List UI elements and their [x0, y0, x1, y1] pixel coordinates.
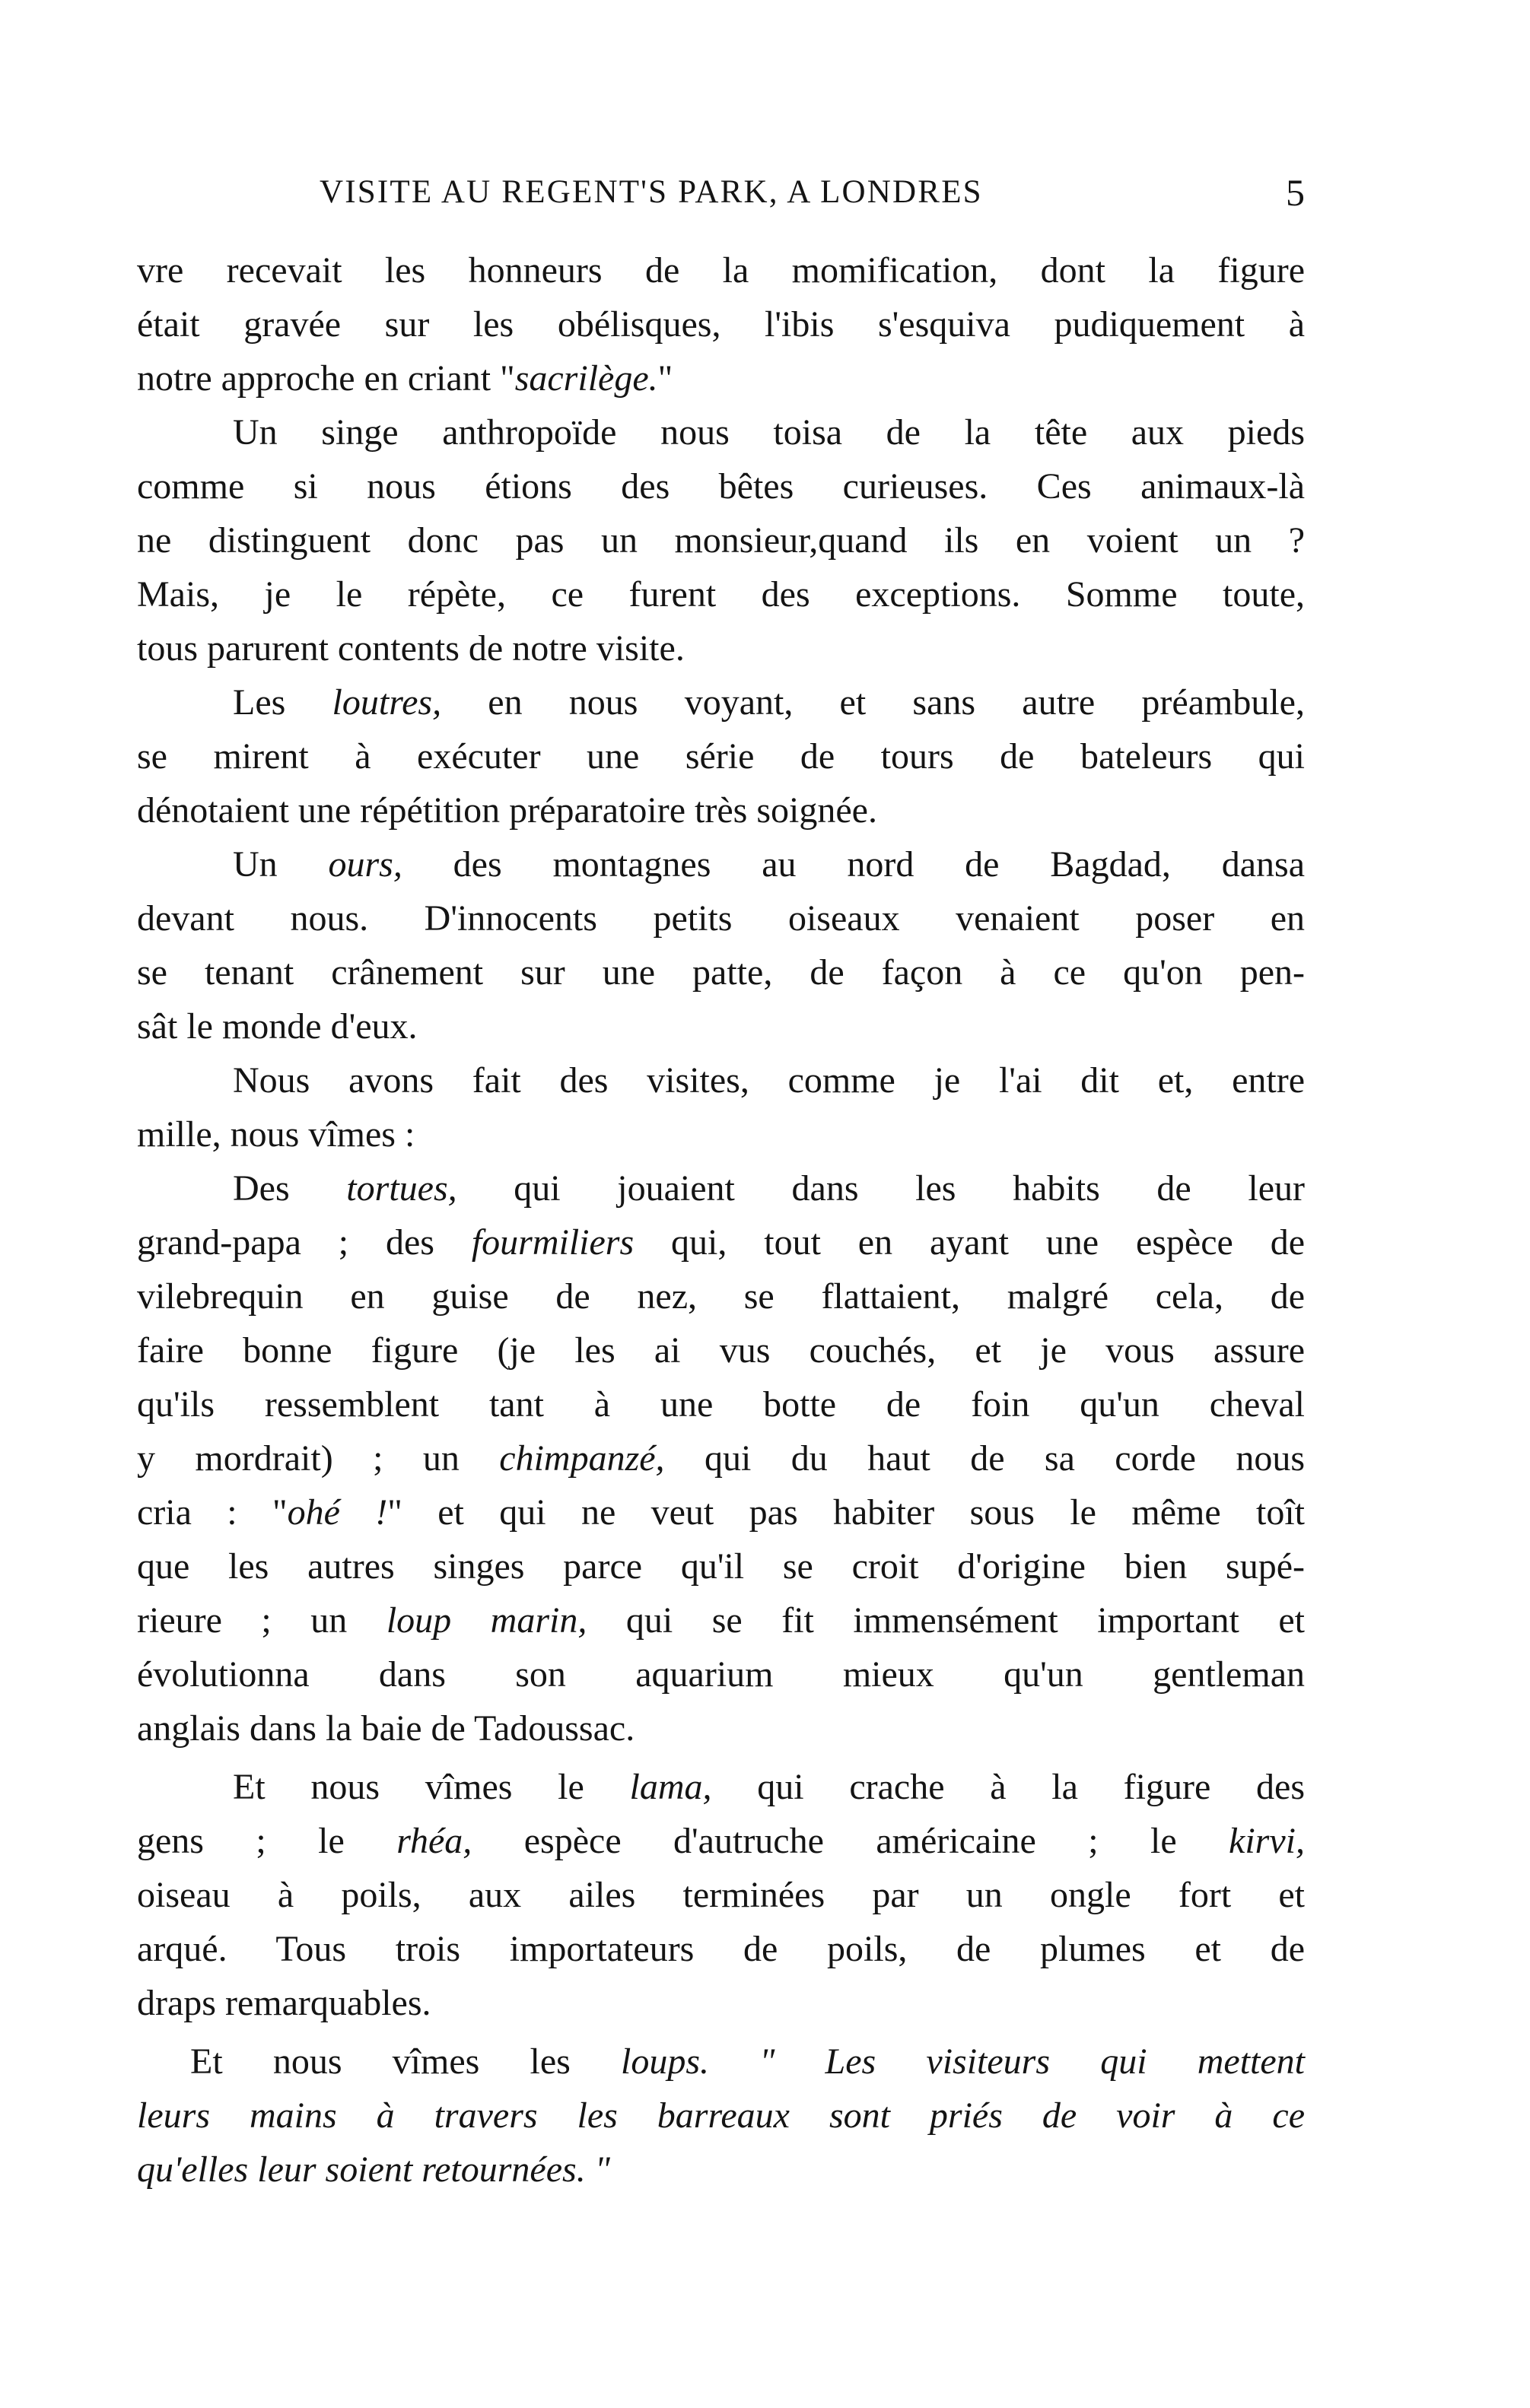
- text-line: Nous avons fait des visites, comme je l'ai dit et, entre: [233, 1060, 1305, 1101]
- text-line: évolutionna dans son aquarium mieux qu'un gentleman: [137, 1654, 1305, 1695]
- text-line: Et nous vîmes le lama, qui crache à la figure des: [233, 1767, 1305, 1807]
- text-line: draps remarquables.: [137, 1983, 431, 2023]
- text-line: qu'ils ressemblent tant à une botte de foin qu'un cheval: [137, 1384, 1305, 1425]
- text-line: que les autres singes parce qu'il se croit d'origine bien supé-: [137, 1546, 1305, 1587]
- text-line: Des tortues, qui jouaient dans les habits de leur: [233, 1168, 1305, 1209]
- text-line: ne distinguent donc pas un monsieur,quand ils en voient un ?: [137, 520, 1305, 561]
- text-line: qu'elles leur soient retournées. ": [137, 2149, 610, 2190]
- text-line: Les loutres, en nous voyant, et sans autre préambule,: [233, 682, 1305, 723]
- text-line: vre recevait les honneurs de la momification, dont la figure: [137, 250, 1305, 291]
- text-line: notre approche en criant "sacrilège.": [137, 358, 673, 399]
- text-line: anglais dans la baie de Tadoussac.: [137, 1708, 635, 1749]
- text-line: se tenant crânement sur une patte, de façon à ce qu'on pen-: [137, 952, 1305, 993]
- text-line: grand-papa ; des fourmiliers qui, tout en ayant une espèce de: [137, 1222, 1306, 1263]
- text-line: devant nous. D'innocents petits oiseaux venaient poser en: [137, 898, 1305, 939]
- text-line: gens ; le rhéa, espèce d'autruche américaine ; le kirvi,: [137, 1821, 1305, 1861]
- body-text: [137, 243, 1305, 2197]
- text-line: y mordrait) ; un chimpanzé, qui du haut de sa corde nous: [137, 1438, 1305, 1479]
- text-line: comme si nous étions des bêtes curieuses. Ces animaux-là: [137, 466, 1305, 507]
- text-line: Un singe anthropoïde nous toisa de la tête aux pieds: [233, 412, 1305, 453]
- text-line: vilebrequin en guise de nez, se flattaient, malgré cela, de: [137, 1276, 1305, 1317]
- text-line: cria : "ohé !" et qui ne veut pas habiter sous le même toît: [137, 1492, 1306, 1533]
- running-head: [137, 173, 1305, 227]
- page-number: 5: [1286, 171, 1305, 214]
- text-line: Et nous vîmes les loups. " Les visiteurs qui mettent: [190, 2041, 1306, 2082]
- text-line: se mirent à exécuter une série de tours de bateleurs qui: [137, 736, 1305, 777]
- text-line: mille, nous vîmes :: [137, 1114, 415, 1155]
- text-line: leurs mains à travers les barreaux sont priés de voir à ce: [137, 2095, 1305, 2136]
- text-line: arqué. Tous trois importateurs de poils, de plumes et de: [137, 1929, 1305, 1969]
- text-line: sât le monde d'eux.: [137, 1006, 418, 1047]
- text-line: tous parurent contents de notre visite.: [137, 628, 685, 669]
- text-line: Mais, je le répète, ce furent des exceptions. Somme toute,: [137, 574, 1305, 615]
- text-line: était gravée sur les obélisques, l'ibis s'esquiva pudiquement à: [137, 304, 1305, 345]
- text-line: faire bonne figure (je les ai vus couchés, et je vous assure: [137, 1330, 1305, 1371]
- text-line: rieure ; un loup marin, qui se fit immensément important et: [137, 1600, 1306, 1641]
- text-line: oiseau à poils, aux ailes terminées par un ongle fort et: [137, 1875, 1305, 1915]
- text-line: Un ours, des montagnes au nord de Bagdad, dansa: [233, 844, 1305, 885]
- running-title: VISITE AU REGENT'S PARK, A LONDRES: [320, 174, 983, 210]
- text-line: dénotaient une répétition préparatoire très soignée.: [137, 790, 877, 831]
